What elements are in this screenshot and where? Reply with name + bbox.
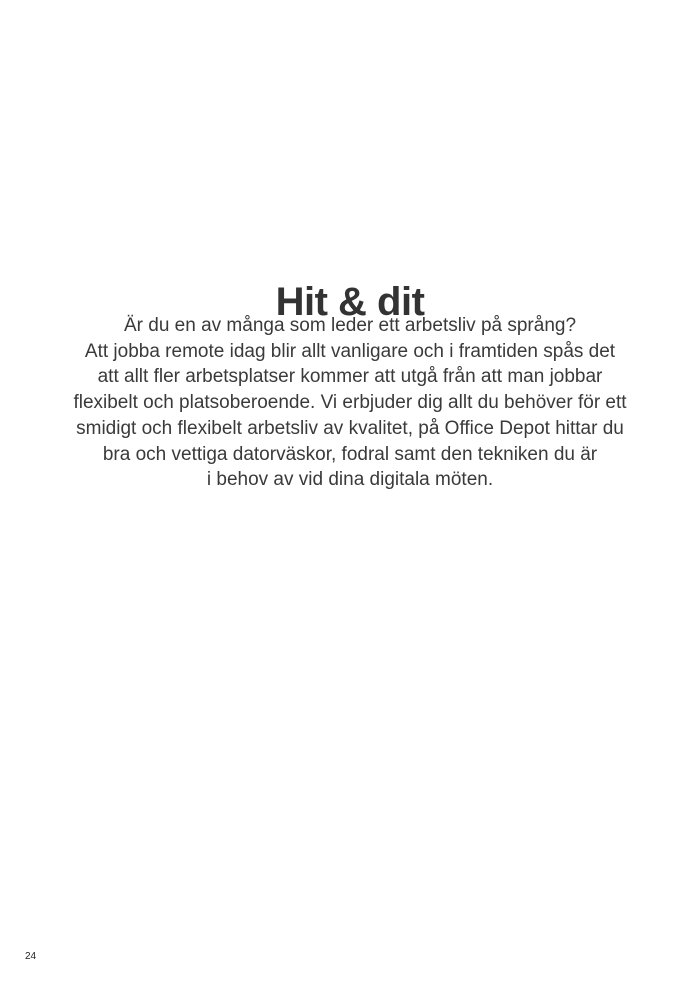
intro-paragraph xyxy=(40,313,660,493)
paragraph-line: i behov av vid dina digitala möten. xyxy=(206,469,494,491)
paragraph-line: att allt fler arbetsplatser kommer att utgå från att man jobbar xyxy=(97,366,603,388)
page-number: 24 xyxy=(25,951,37,962)
paragraph-line: Är du en av många som leder ett arbetsliv på språng? xyxy=(123,315,577,336)
paragraph-line: smidigt och flexibelt arbetsliv av kvalitet, på Office Depot hittar du xyxy=(76,417,624,439)
page-title: Hit & dit xyxy=(275,279,425,324)
paragraph-line: bra och vettiga datorväskor, fodral samt den tekniken du är xyxy=(102,443,598,465)
paragraph-line: Att jobba remote idag blir allt vanligare och i framtiden spås det xyxy=(84,340,616,362)
paragraph-line: flexibelt och platsoberoende. Vi erbjuder dig allt du behöver för ett xyxy=(73,392,627,414)
